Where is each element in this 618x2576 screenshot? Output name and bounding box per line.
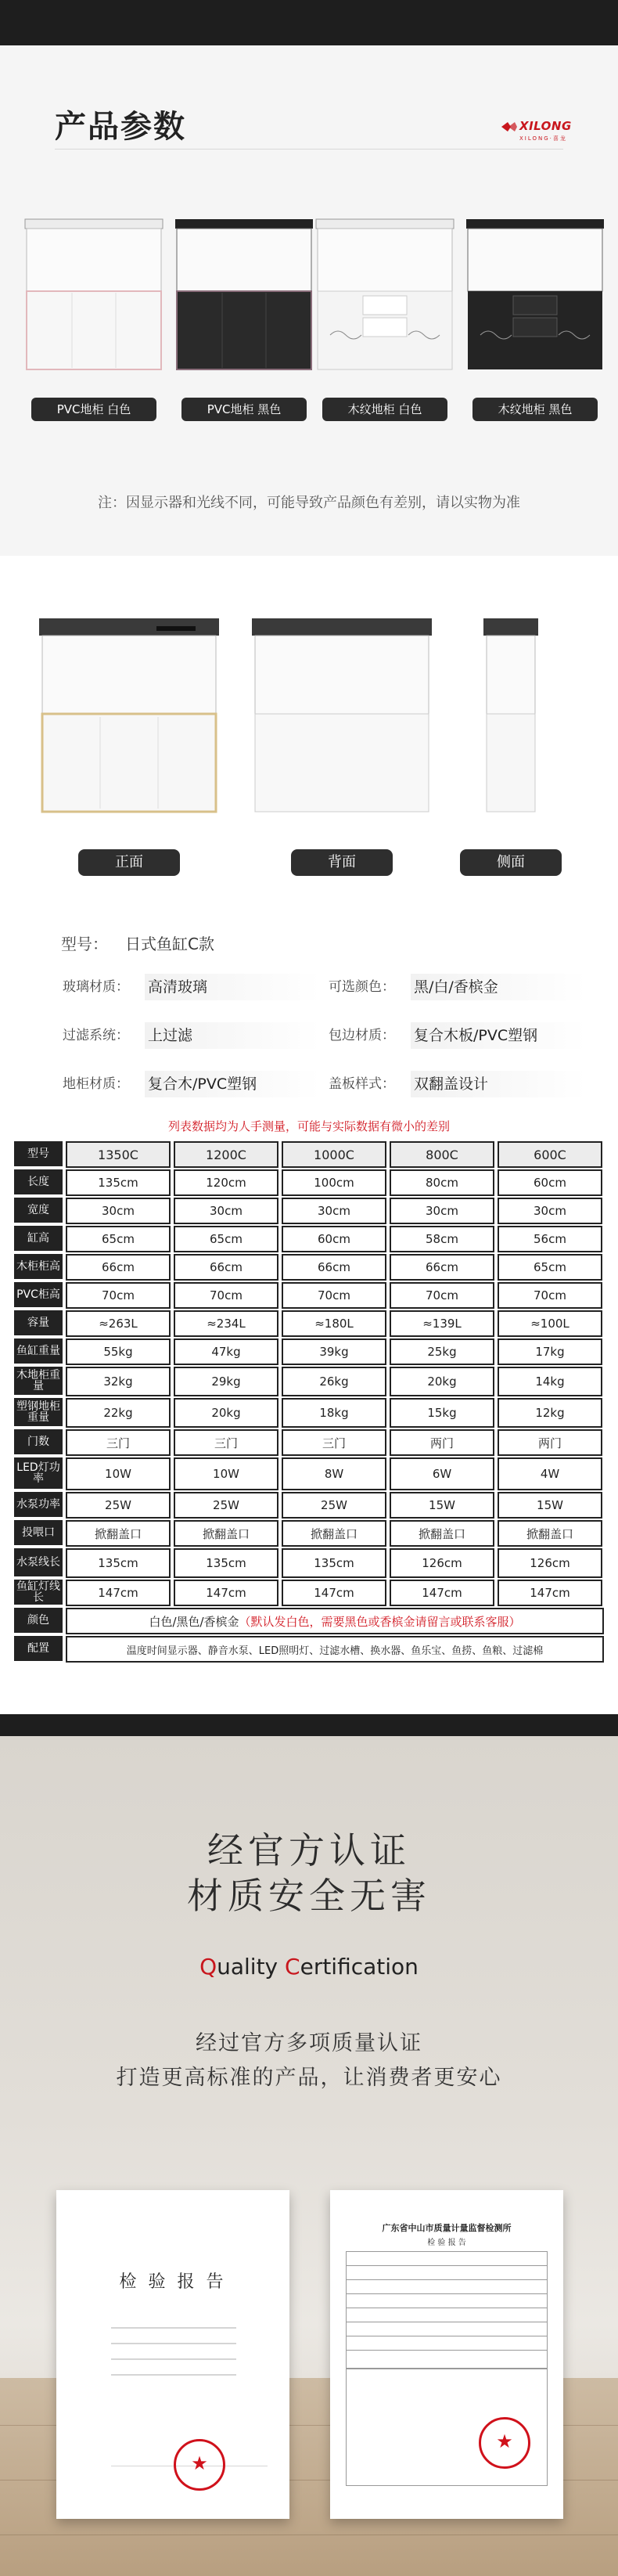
table-color-row — [14, 1608, 605, 1634]
table-cell: 30cm — [390, 1198, 494, 1224]
table-cell: 20kg — [390, 1367, 494, 1396]
color-options-cell — [66, 1608, 604, 1634]
table-cell: 25kg — [390, 1338, 494, 1365]
table-row — [14, 1580, 605, 1606]
view-tag-side: 侧面 — [460, 849, 562, 876]
color-disclaimer: 注：因显示器和光线不同，可能导致产品颜色有差别，请以实物为准 — [98, 495, 520, 511]
table-row-header: 塑钢地柜重量 — [14, 1398, 63, 1428]
table-cell: 70cm — [390, 1282, 494, 1309]
spec-value: 上过滤 — [145, 1022, 321, 1049]
spec-item — [63, 971, 325, 1003]
table-cell: 6W — [390, 1457, 494, 1490]
cert-desc-line2: 打造更高标准的产品，让消费者更安心 — [116, 2066, 502, 2090]
table-cell: 30cm — [174, 1198, 278, 1224]
table-cell: 135cm — [282, 1548, 386, 1578]
variant-tag: 木纹地柜 黑色 — [472, 398, 598, 421]
variant-tag: PVC地柜 黑色 — [181, 398, 307, 421]
color-default-note: （默认发白色，需要黑色或香槟金请留言或联系客服） — [239, 1614, 521, 1629]
brand-name: XILONG — [519, 119, 572, 133]
table-row — [14, 1226, 605, 1252]
table-row-header: 鱼缸重量 — [14, 1338, 63, 1365]
table-cell: 29kg — [174, 1367, 278, 1396]
table-cell: 20kg — [174, 1398, 278, 1428]
table-cell: 掀翻盖口 — [66, 1520, 171, 1547]
table-cell: 掀翻盖口 — [282, 1520, 386, 1547]
brand-logo — [501, 117, 587, 149]
view-tag-front: 正面 — [78, 849, 180, 876]
table-cell: 30cm — [282, 1198, 386, 1224]
table-cell: 掀翻盖口 — [174, 1520, 278, 1547]
table-cell: 800C — [390, 1141, 494, 1168]
table-cell: 10W — [66, 1457, 171, 1490]
table-header-row — [14, 1141, 605, 1168]
table-cell: 两门 — [498, 1429, 602, 1456]
table-cell: 66cm — [390, 1254, 494, 1281]
table-cell: 8W — [282, 1457, 386, 1490]
table-cell: 14kg — [498, 1367, 602, 1396]
table-row — [14, 1198, 605, 1224]
cert-english-title — [0, 1954, 618, 1980]
table-cell: 25W — [174, 1492, 278, 1519]
table-cell: 70cm — [282, 1282, 386, 1309]
table-row-header: 容量 — [14, 1310, 63, 1337]
table-measure-note: 列表数据均为人手测量，可能与实际数据有微小的差别 — [167, 1119, 450, 1133]
table-cell: 126cm — [498, 1548, 602, 1578]
table-config-row — [14, 1636, 605, 1663]
spec-value: 双翻盖设计 — [411, 1071, 587, 1097]
divider-dark-band — [0, 1714, 618, 1736]
table-cell: 22kg — [66, 1398, 171, 1428]
product-params-section — [0, 45, 618, 556]
table-row — [14, 1367, 605, 1396]
table-row-header: 长度 — [14, 1169, 63, 1196]
tank-side-view-image — [483, 618, 538, 814]
table-row-header: 缸高 — [14, 1226, 63, 1252]
spec-label: 可选颜色： — [329, 979, 395, 995]
table-cell: 15W — [498, 1492, 602, 1519]
table-row — [14, 1457, 605, 1490]
spec-label: 地柜材质： — [63, 1076, 129, 1092]
table-cell: 30cm — [66, 1198, 171, 1224]
table-cell: 三门 — [174, 1429, 278, 1456]
table-row — [14, 1338, 605, 1365]
table-cell: 12kg — [498, 1398, 602, 1428]
table-cell: 65cm — [66, 1226, 171, 1252]
config-cell: 温度时间显示器、静音水泵、LED照明灯、过滤水槽、换水器、鱼乐宝、鱼捞、鱼粮、过滤棉 — [66, 1636, 604, 1663]
table-row-header: 水泵线长 — [14, 1548, 63, 1578]
table-row-header: 鱼缸灯线长 — [14, 1580, 63, 1606]
table-cell: 55kg — [66, 1338, 171, 1365]
table-cell: 三门 — [66, 1429, 171, 1456]
table-cell: ≈139L — [390, 1310, 494, 1337]
table-cell: 147cm — [174, 1580, 278, 1606]
spec-label: 玻璃材质： — [63, 979, 129, 995]
table-row — [14, 1254, 605, 1281]
spec-item — [329, 1068, 591, 1101]
tank-wood-black-image — [465, 218, 605, 374]
table-cell: 135cm — [174, 1548, 278, 1578]
table-cell: 135cm — [66, 1169, 171, 1196]
table-cell: 10W — [174, 1457, 278, 1490]
table-cell: 1000C — [282, 1141, 386, 1168]
doc2-subtitle: 检 验 报 告 — [427, 2239, 466, 2247]
tank-front-view-image — [39, 618, 219, 814]
table-cell: 66cm — [66, 1254, 171, 1281]
en-q: Q — [199, 1954, 217, 1980]
table-cell: 60cm — [498, 1169, 602, 1196]
table-row — [14, 1169, 605, 1196]
color-options-text: 白色/黑色/香槟金 — [149, 1614, 239, 1629]
section-title: 产品参数 — [55, 109, 186, 145]
table-row-header: 门数 — [14, 1429, 63, 1456]
table-cell: 120cm — [174, 1169, 278, 1196]
table-cell: 60cm — [282, 1226, 386, 1252]
spec-label: 包边材质： — [329, 1028, 395, 1043]
brand-sub: XILONG·喜龙 — [519, 135, 567, 142]
spec-value: 复合木/PVC塑钢 — [145, 1071, 321, 1097]
doc1-title: 检 验 报 告 — [119, 2272, 227, 2292]
en-uality: uality — [217, 1954, 286, 1980]
table-cell: 126cm — [390, 1548, 494, 1578]
table-cell: 4W — [498, 1457, 602, 1490]
table-cell: 15kg — [390, 1398, 494, 1428]
table-row — [14, 1398, 605, 1428]
table-cell: 32kg — [66, 1367, 171, 1396]
spec-value: 高清玻璃 — [145, 974, 321, 1000]
cert-title-line2: 材质安全无害 — [187, 1875, 431, 1917]
certification-section — [0, 1736, 618, 2576]
tank-back-view-image — [252, 618, 432, 814]
view-tag-back: 背面 — [291, 849, 393, 876]
table-cell: 70cm — [498, 1282, 602, 1309]
table-cell: 掀翻盖口 — [498, 1520, 602, 1547]
table-row-header: 配置 — [14, 1636, 63, 1663]
table-cell: ≈263L — [66, 1310, 171, 1337]
table-cell: ≈100L — [498, 1310, 602, 1337]
cert-title-line1: 经官方认证 — [207, 1829, 411, 1872]
spec-item — [329, 1019, 591, 1052]
spec-value: 复合木板/PVC塑钢 — [411, 1022, 587, 1049]
table-row-header: 投喂口 — [14, 1520, 63, 1547]
table-row — [14, 1492, 605, 1519]
inspection-report-doc-1 — [56, 2190, 289, 2519]
table-cell: 135cm — [66, 1548, 171, 1578]
table-row — [14, 1282, 605, 1309]
table-cell: 39kg — [282, 1338, 386, 1365]
variant-tag: PVC地柜 白色 — [31, 398, 156, 421]
table-row — [14, 1429, 605, 1456]
cert-desc-line1: 经过官方多项质量认证 — [196, 2031, 422, 2055]
table-row-header: 水泵功率 — [14, 1492, 63, 1519]
table-cell: 18kg — [282, 1398, 386, 1428]
spec-item — [63, 1068, 325, 1101]
table-row — [14, 1310, 605, 1337]
model-value: 日式鱼缸C款 — [125, 935, 214, 953]
table-cell: 65cm — [174, 1226, 278, 1252]
tank-pvc-black-image — [174, 218, 314, 374]
tank-wood-white-image — [314, 218, 455, 374]
table-cell: 70cm — [66, 1282, 171, 1309]
spec-item — [63, 1019, 325, 1052]
views-and-specs-section — [0, 556, 618, 1714]
table-row-header: PVC柜高 — [14, 1282, 63, 1309]
table-cell: 25W — [282, 1492, 386, 1519]
table-cell: 147cm — [282, 1580, 386, 1606]
table-row — [14, 1520, 605, 1547]
table-cell: 58cm — [390, 1226, 494, 1252]
table-row-header: 木柜柜高 — [14, 1254, 63, 1281]
table-cell: 70cm — [174, 1282, 278, 1309]
table-row-header: 颜色 — [14, 1608, 63, 1634]
variant-tag: 木纹地柜 白色 — [322, 398, 447, 421]
table-cell: 25W — [66, 1492, 171, 1519]
table-cell: 1350C — [66, 1141, 171, 1168]
table-cell: 66cm — [282, 1254, 386, 1281]
title-divider — [55, 149, 563, 150]
table-cell: 1200C — [174, 1141, 278, 1168]
doc2-title: 广东省中山市质量计量监督检测所 — [382, 2223, 512, 2233]
table-cell: 600C — [498, 1141, 602, 1168]
table-cell: 26kg — [282, 1367, 386, 1396]
brand-mark-icon — [501, 121, 518, 133]
model-line — [61, 931, 214, 954]
table-cell: 65cm — [498, 1254, 602, 1281]
table-cell: 80cm — [390, 1169, 494, 1196]
table-cell: 66cm — [174, 1254, 278, 1281]
table-row-header: 木地柜重量 — [14, 1367, 63, 1396]
table-cell: 30cm — [498, 1198, 602, 1224]
en-ertification: ertification — [300, 1954, 419, 1980]
table-cell: ≈234L — [174, 1310, 278, 1337]
inspection-report-doc-2 — [330, 2190, 563, 2519]
spec-item — [329, 971, 591, 1003]
tank-pvc-white-image — [23, 218, 164, 374]
table-cell: 100cm — [282, 1169, 386, 1196]
table-row-header: 宽度 — [14, 1198, 63, 1224]
table-cell: 147cm — [498, 1580, 602, 1606]
table-row — [14, 1548, 605, 1578]
model-label: 型号： — [61, 935, 108, 953]
table-cell: 三门 — [282, 1429, 386, 1456]
spec-label: 盖板样式： — [329, 1076, 395, 1092]
top-dark-band — [0, 0, 618, 45]
table-cell: 147cm — [390, 1580, 494, 1606]
table-cell: ≈180L — [282, 1310, 386, 1337]
table-cell: 17kg — [498, 1338, 602, 1365]
table-cell: 15W — [390, 1492, 494, 1519]
en-c: C — [285, 1954, 300, 1980]
table-cell: 56cm — [498, 1226, 602, 1252]
table-cell: 两门 — [390, 1429, 494, 1456]
table-cell: 掀翻盖口 — [390, 1520, 494, 1547]
table-row-header: LED灯功率 — [14, 1457, 63, 1490]
table-cell: 147cm — [66, 1580, 171, 1606]
table-cell: 47kg — [174, 1338, 278, 1365]
spec-label: 过滤系统： — [63, 1028, 129, 1043]
spec-value: 黑/白/香槟金 — [411, 974, 587, 1000]
table-row-header: 型号 — [14, 1141, 63, 1168]
